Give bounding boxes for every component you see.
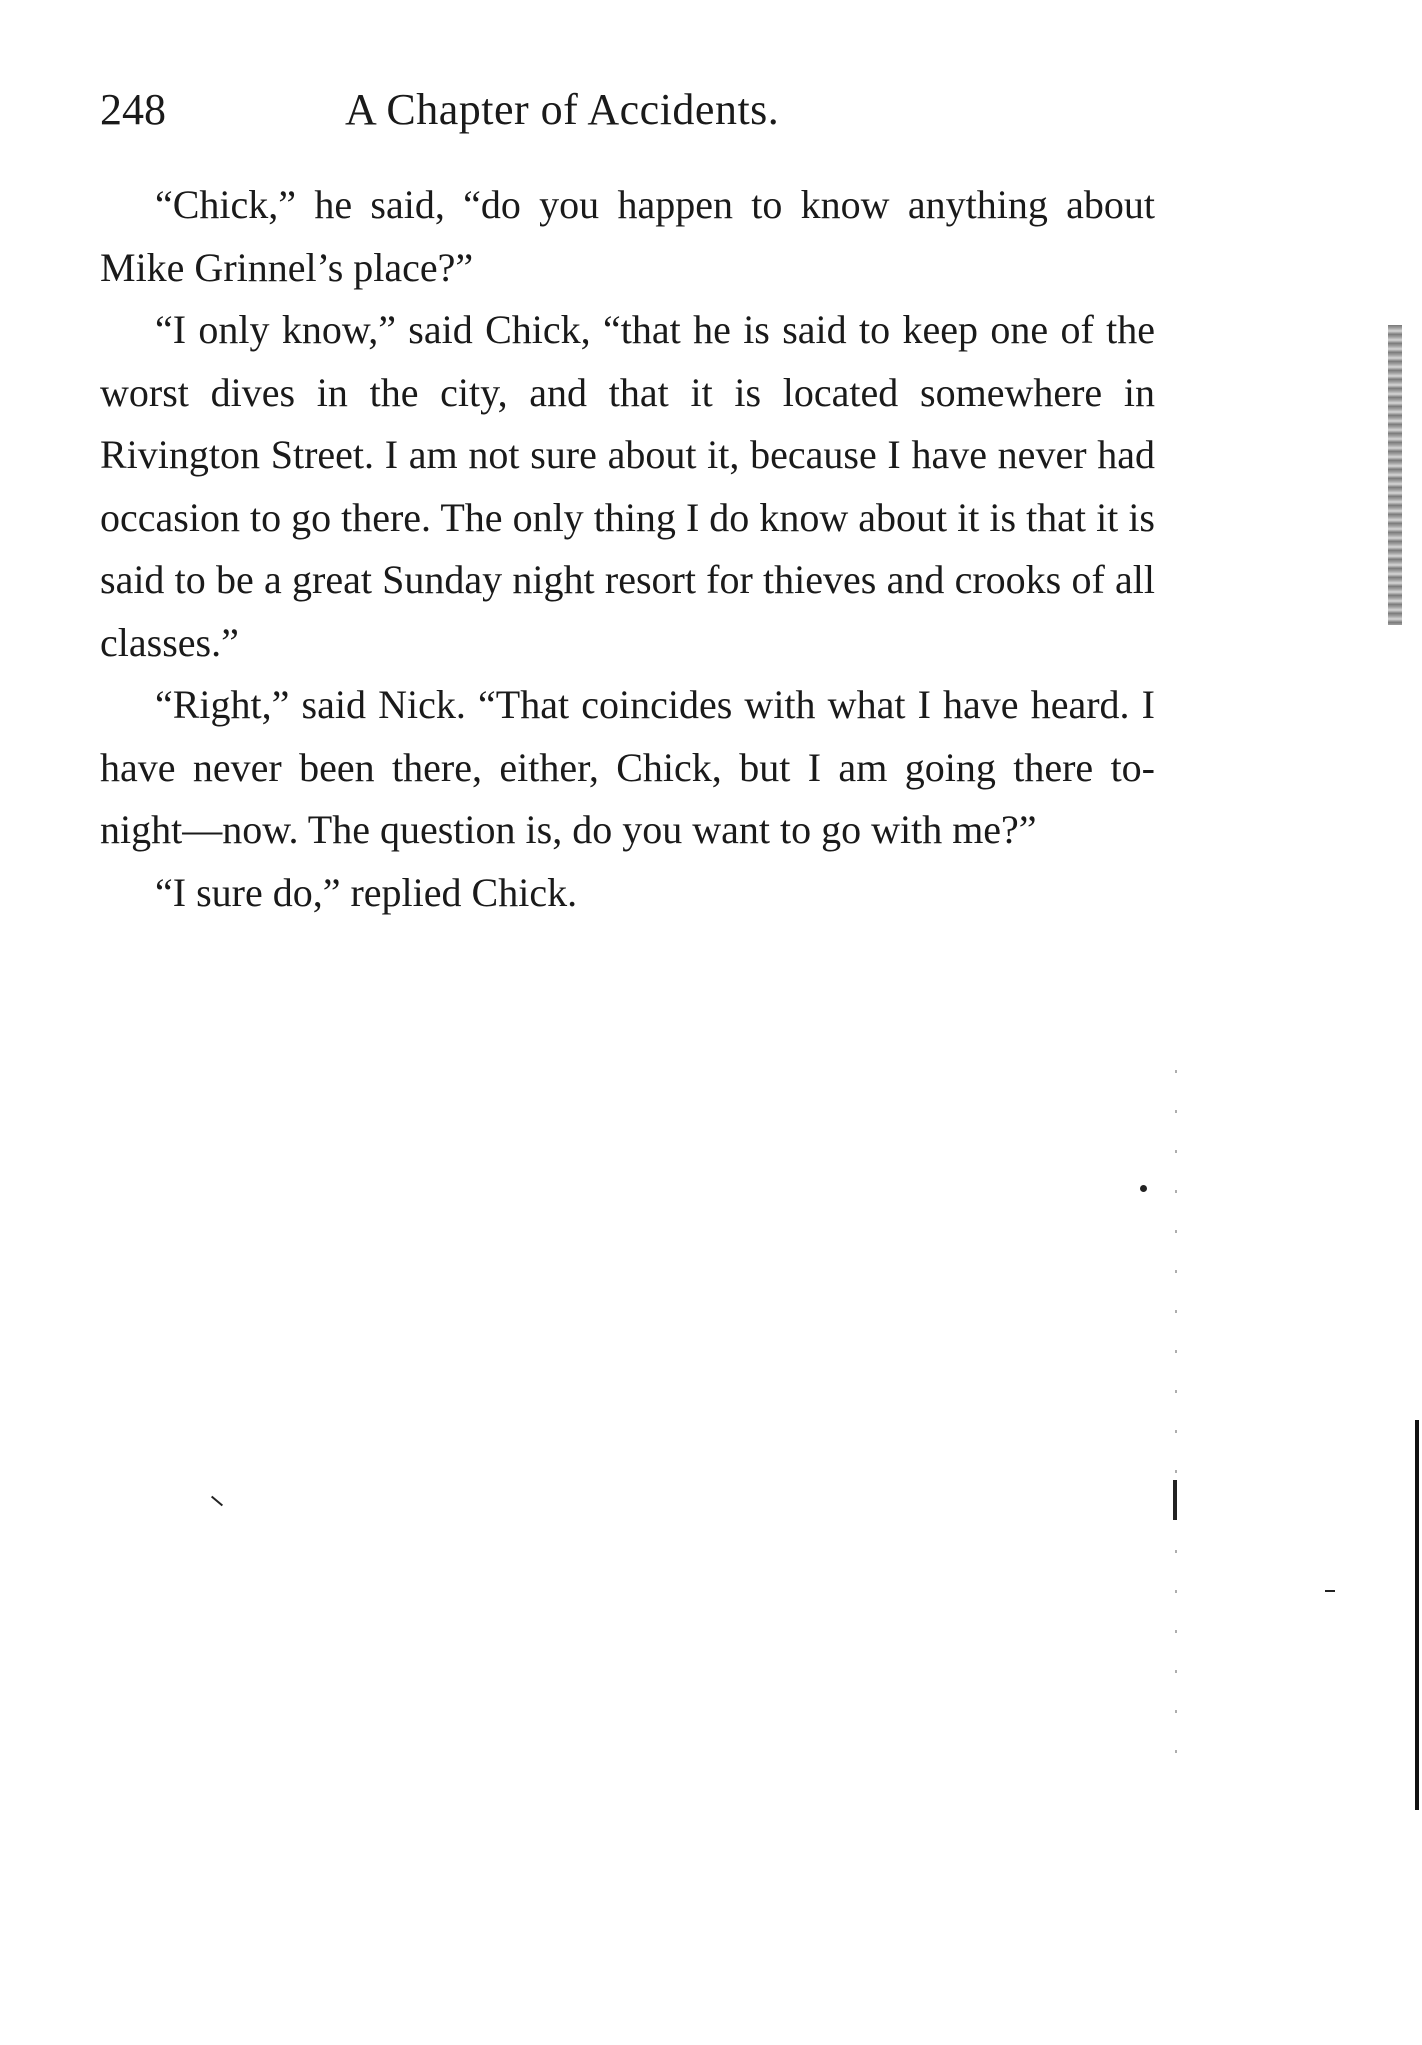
scan-speck [1173,1480,1177,1520]
scan-speck [1140,1185,1147,1192]
scan-speck [211,1496,223,1507]
paragraph: “I sure do,” replied Chick. [155,869,578,915]
paragraph: “I only know,” said Chick, “that he is said to keep one of the worst dives in the city, and that it is located somewhere in Rivington Street. I am not sure about it, because I have never had occasion to go there. The only thing I do know about it is that it is said to be a great Sunday night resort for thieves and crooks of all classes.” [100,307,1155,665]
page-number: 248 [100,85,166,134]
scan-speck [1325,1590,1335,1592]
paragraph: “Right,” said Nick. “That coincides with what I have heard. I have never been there, either, Chick, but I am going there to-night—now. The question is, do you want to go with me?” [100,682,1155,852]
running-title: A Chapter of Accidents. [345,85,780,134]
body-text [100,174,1155,924]
scan-edge-line [1415,1420,1419,1810]
scan-edge-strip [1388,325,1402,625]
paragraph: “Chick,” he said, “do you happen to know anything about Mike Grinnel’s place?” [100,182,1155,290]
page-header [100,80,1160,140]
scan-speckle-trail [1175,1070,1177,1770]
